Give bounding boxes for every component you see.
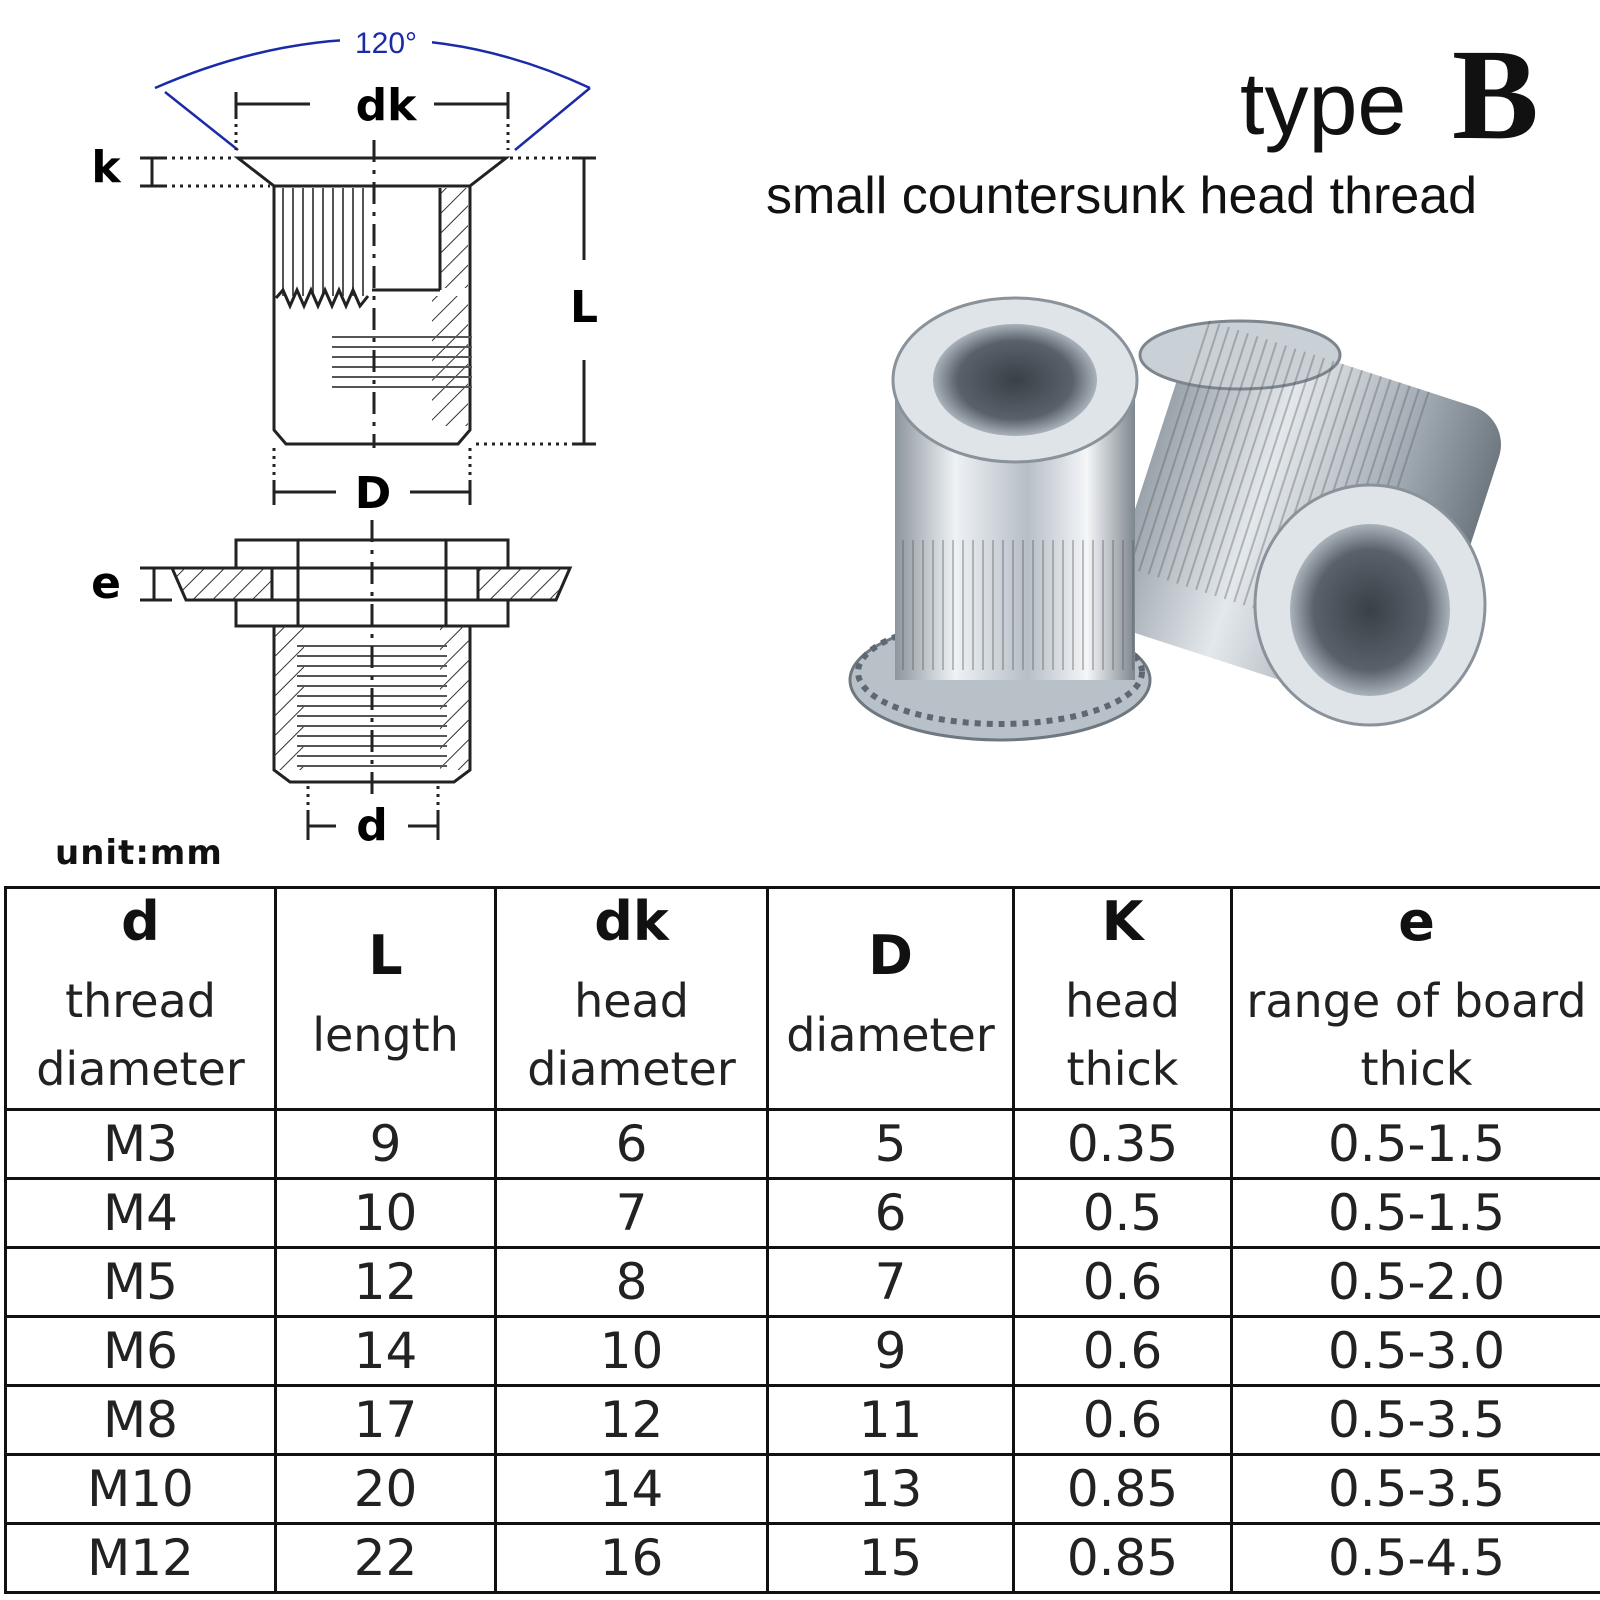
table-cell: M6 bbox=[6, 1317, 276, 1386]
table-cell: 0.6 bbox=[1014, 1317, 1232, 1386]
table-cell: 16 bbox=[496, 1524, 768, 1593]
column-symbol: dk bbox=[594, 889, 669, 953]
column-symbol: d bbox=[121, 889, 160, 953]
table-cell: 14 bbox=[496, 1455, 768, 1524]
unit-label: unit:mm bbox=[55, 833, 223, 873]
table-cell: 0.5-4.5 bbox=[1232, 1524, 1600, 1593]
angle-label: 120° bbox=[354, 27, 418, 60]
table-cell: 12 bbox=[496, 1386, 768, 1455]
column-header bbox=[1014, 888, 1232, 1110]
column-description: head bbox=[574, 973, 689, 1028]
table-cell: 12 bbox=[276, 1248, 496, 1317]
table-cell: 17 bbox=[276, 1386, 496, 1455]
subtitle: small countersunk head thread bbox=[766, 167, 1478, 225]
table-row bbox=[6, 1386, 1600, 1455]
column-header bbox=[1232, 888, 1600, 1110]
title-letter: B bbox=[1452, 23, 1539, 167]
table-cell: 14 bbox=[276, 1317, 496, 1386]
column-description: diameter bbox=[786, 1007, 995, 1062]
table-cell: M4 bbox=[6, 1179, 276, 1248]
table-row bbox=[6, 1455, 1600, 1524]
table-cell: 0.35 bbox=[1014, 1110, 1232, 1179]
table-cell: 15 bbox=[768, 1524, 1014, 1593]
table-cell: M5 bbox=[6, 1248, 276, 1317]
table-cell: 0.5-3.5 bbox=[1232, 1455, 1600, 1524]
title-type: type bbox=[1240, 54, 1407, 153]
table-cell: M8 bbox=[6, 1386, 276, 1455]
column-header bbox=[768, 888, 1014, 1110]
column-description: thick bbox=[1066, 1041, 1179, 1096]
d-label: d bbox=[356, 800, 388, 851]
table-cell: 0.5-1.5 bbox=[1232, 1179, 1600, 1248]
table-cell: 7 bbox=[496, 1179, 768, 1248]
table-cell: 0.6 bbox=[1014, 1248, 1232, 1317]
table-cell: 0.5-1.5 bbox=[1232, 1110, 1600, 1179]
table-cell: 0.85 bbox=[1014, 1524, 1232, 1593]
table-row bbox=[6, 1248, 1600, 1317]
table-cell: 10 bbox=[496, 1317, 768, 1386]
dk-label: dk bbox=[355, 80, 417, 131]
table-row bbox=[6, 1179, 1600, 1248]
D-label: D bbox=[354, 468, 392, 519]
table-cell: 0.6 bbox=[1014, 1386, 1232, 1455]
rivet-nut-back bbox=[1099, 317, 1512, 725]
rivet-nut-front bbox=[850, 298, 1150, 740]
table-cell: 0.85 bbox=[1014, 1455, 1232, 1524]
k-label: k bbox=[91, 142, 121, 193]
column-header bbox=[6, 888, 276, 1110]
table-row bbox=[6, 1524, 1600, 1593]
table-cell: 9 bbox=[768, 1317, 1014, 1386]
column-description: thread bbox=[65, 973, 216, 1028]
table-cell: 0.5 bbox=[1014, 1179, 1232, 1248]
table-cell: 6 bbox=[768, 1179, 1014, 1248]
column-description: length bbox=[312, 1007, 459, 1062]
table-cell: 13 bbox=[768, 1455, 1014, 1524]
L-label: L bbox=[569, 282, 599, 333]
table-cell: M10 bbox=[6, 1455, 276, 1524]
table-row bbox=[6, 1110, 1600, 1179]
spec-table bbox=[4, 886, 1600, 1594]
column-header bbox=[496, 888, 768, 1110]
column-symbol: K bbox=[1101, 889, 1144, 953]
table-cell: 22 bbox=[276, 1524, 496, 1593]
table-cell: 0.5-2.0 bbox=[1232, 1248, 1600, 1317]
column-description: range of board bbox=[1246, 973, 1587, 1028]
rivet-nut-photo bbox=[850, 298, 1511, 740]
column-description: diameter bbox=[36, 1041, 245, 1096]
e-label: e bbox=[91, 558, 121, 609]
table-row bbox=[6, 1317, 1600, 1386]
table-cell: 8 bbox=[496, 1248, 768, 1317]
table-cell: 0.5-3.5 bbox=[1232, 1386, 1600, 1455]
table-cell: 5 bbox=[768, 1110, 1014, 1179]
column-symbol: e bbox=[1398, 889, 1435, 953]
column-description: thick bbox=[1360, 1041, 1473, 1096]
table-cell: M12 bbox=[6, 1524, 276, 1593]
table-cell: 6 bbox=[496, 1110, 768, 1179]
table-cell: 7 bbox=[768, 1248, 1014, 1317]
table-cell: 10 bbox=[276, 1179, 496, 1248]
column-symbol: D bbox=[868, 923, 913, 987]
column-description: diameter bbox=[527, 1041, 736, 1096]
table-cell: 9 bbox=[276, 1110, 496, 1179]
table-header-row bbox=[6, 888, 1600, 1110]
table-body bbox=[6, 1110, 1600, 1593]
column-header bbox=[276, 888, 496, 1110]
table-cell: 20 bbox=[276, 1455, 496, 1524]
column-description: head bbox=[1065, 973, 1180, 1028]
table-cell: 11 bbox=[768, 1386, 1014, 1455]
column-symbol: L bbox=[368, 923, 403, 987]
table-cell: 0.5-3.0 bbox=[1232, 1317, 1600, 1386]
installed-view bbox=[140, 520, 570, 840]
table-cell: M3 bbox=[6, 1110, 276, 1179]
